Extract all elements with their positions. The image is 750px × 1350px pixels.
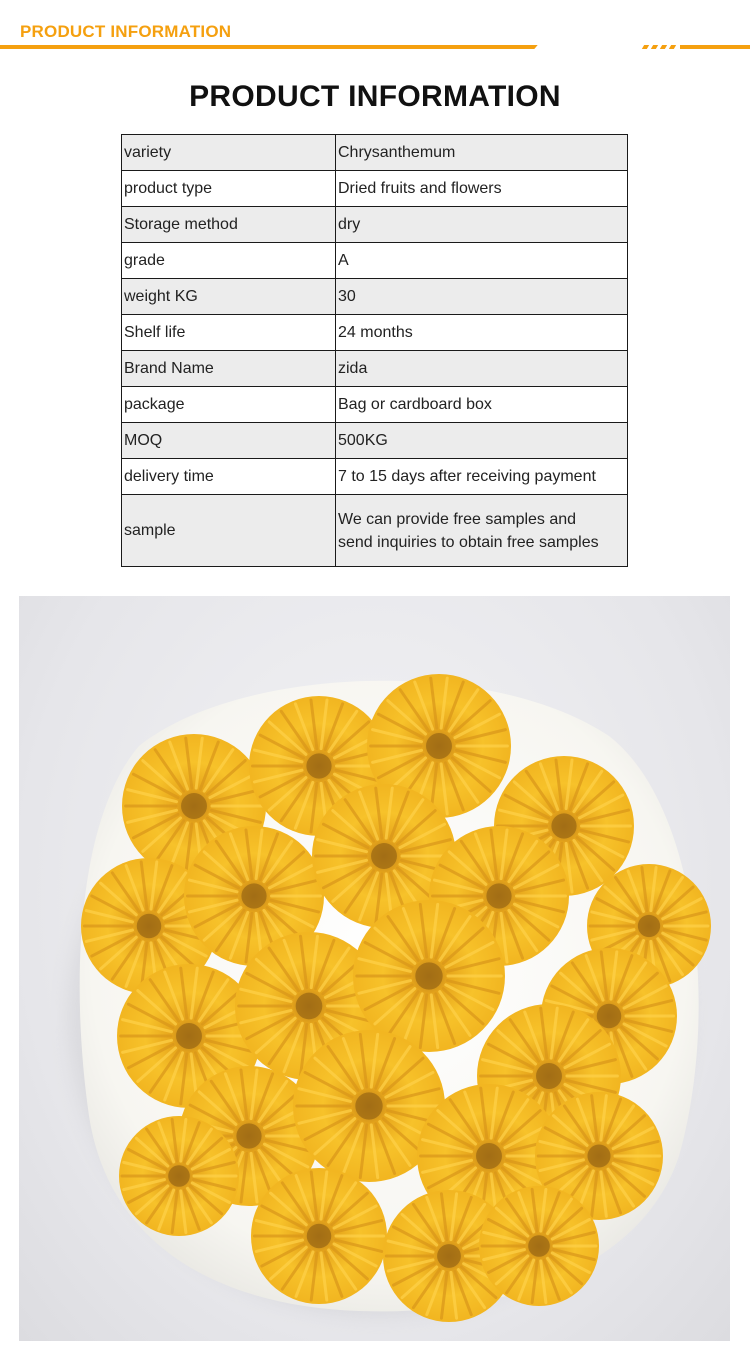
spec-key: Shelf life	[122, 315, 336, 351]
chrysanthemum-head	[479, 1186, 599, 1306]
section-header-label: PRODUCT INFORMATION	[20, 22, 232, 41]
spec-value: 24 months	[336, 315, 628, 351]
table-row	[122, 459, 628, 495]
spec-value: 30	[336, 279, 628, 315]
spec-value	[336, 495, 628, 567]
chrysanthemum-head	[353, 900, 505, 1052]
spec-value: zida	[336, 351, 628, 387]
chrysanthemum-head	[251, 1168, 387, 1304]
table-row	[122, 495, 628, 567]
spec-value: 7 to 15 days after receiving payment	[336, 459, 628, 495]
table-row	[122, 279, 628, 315]
header-rule-right	[680, 45, 750, 49]
spec-key: Brand Name	[122, 351, 336, 387]
spec-key: product type	[122, 171, 336, 207]
chrysanthemum-head	[119, 1116, 239, 1236]
spec-key: MOQ	[122, 423, 336, 459]
spec-key: sample	[122, 495, 336, 567]
spec-value: A	[336, 243, 628, 279]
spec-key: weight KG	[122, 279, 336, 315]
chrysanthemum-bowl-illustration	[19, 596, 730, 1341]
spec-value: dry	[336, 207, 628, 243]
spec-value: Bag or cardboard box	[336, 387, 628, 423]
spec-key: variety	[122, 135, 336, 171]
table-row	[122, 423, 628, 459]
product-photo	[19, 596, 730, 1341]
table-row	[122, 315, 628, 351]
table-row	[122, 171, 628, 207]
spec-key: Storage method	[122, 207, 336, 243]
header-rule-left	[0, 45, 532, 49]
spec-key: package	[122, 387, 336, 423]
table-row	[122, 387, 628, 423]
table-row	[122, 351, 628, 387]
spec-value-line: We can provide free samples and	[338, 510, 577, 528]
spec-value-line: send inquiries to obtain free samples	[338, 533, 599, 551]
spec-key: grade	[122, 243, 336, 279]
page-title: PRODUCT INFORMATION	[189, 80, 561, 113]
header-rule-slant	[526, 45, 537, 49]
spec-key: delivery time	[122, 459, 336, 495]
table-row	[122, 243, 628, 279]
spec-value: 500KG	[336, 423, 628, 459]
spec-table	[121, 134, 628, 567]
section-header	[0, 0, 750, 60]
table-row	[122, 135, 628, 171]
spec-value: Chrysanthemum	[336, 135, 628, 171]
table-row	[122, 207, 628, 243]
spec-value: Dried fruits and flowers	[336, 171, 628, 207]
